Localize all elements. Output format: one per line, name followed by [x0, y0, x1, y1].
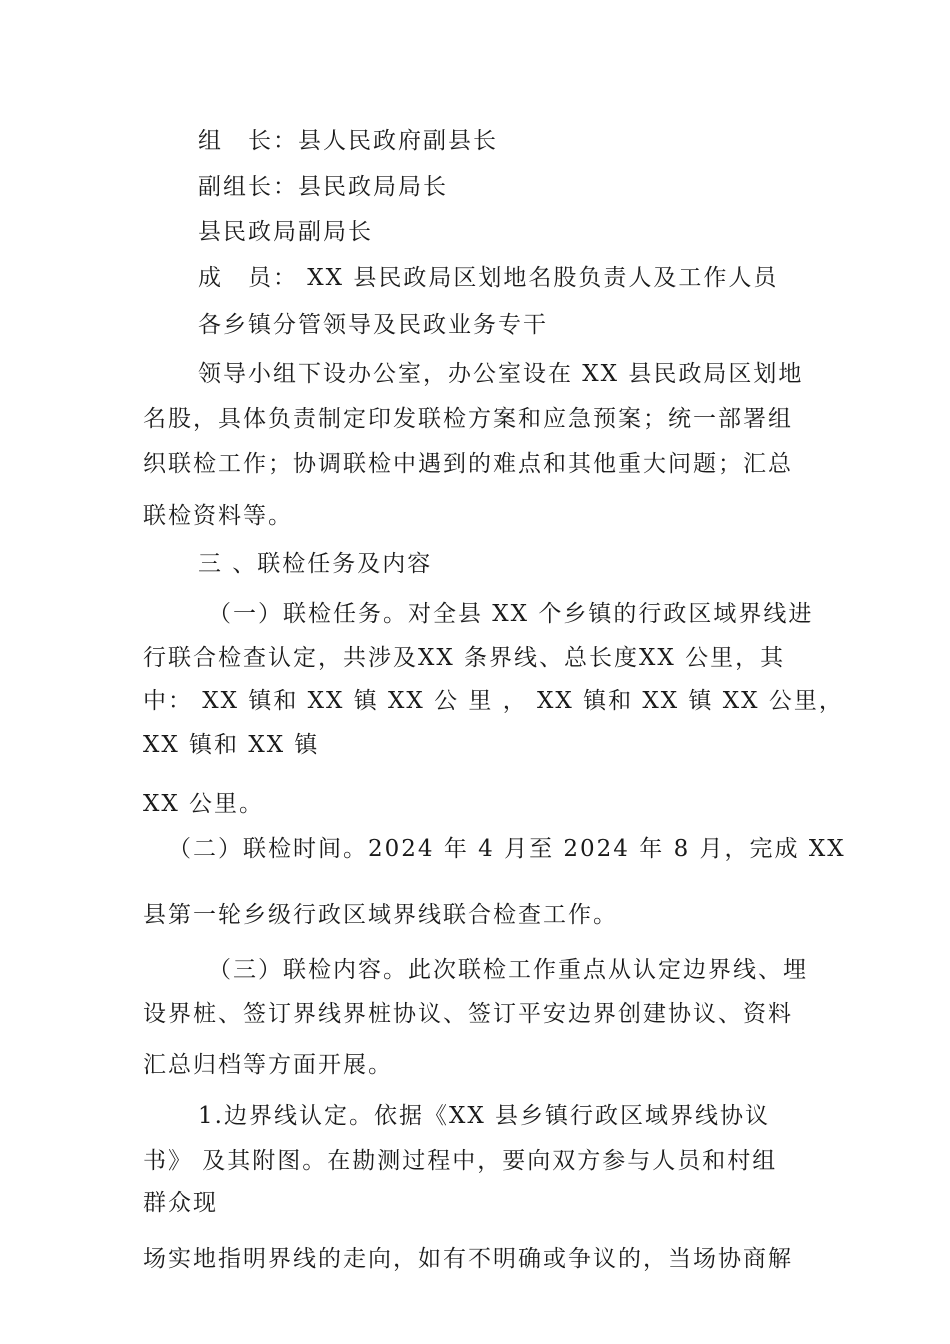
section-heading: 三 、联检任务及内容 — [198, 551, 433, 577]
task-paragraph-line-2: 行联合检查认定，共涉及XX 条界线、总长度XX 公里，其 — [143, 645, 786, 671]
office-paragraph-line-1: 领导小组下设办公室，办公室设在 XX 县民政局区划地 — [198, 361, 804, 387]
task-paragraph-line-3: 中： XX 镇和 XX 镇 XX 公 里 ， XX 镇和 XX 镇 XX 公里， — [143, 688, 844, 714]
time-paragraph-line-2: 县第一轮乡级行政区域界线联合检查工作。 — [143, 902, 618, 928]
members-line: 成 员： XX 县民政局区划地名股负责人及工作人员 — [198, 265, 779, 291]
office-paragraph-line-2: 名股，具体负责制定印发联检方案和应急预案；统一部署组 — [143, 406, 793, 432]
office-paragraph-line-3: 织联检工作；协调联检中遇到的难点和其他重大问题；汇总 — [143, 451, 793, 477]
task-paragraph-line-5: XX 公里。 — [143, 791, 265, 817]
deputy-leader-line: 副组长：县民政局局长 — [198, 174, 448, 200]
task-paragraph-line-4: XX 镇和 XX 镇 — [143, 732, 320, 758]
leader-line: 组 长：县人民政府副县长 — [198, 128, 498, 154]
boundary-paragraph-line-1: 1.边界线认定。依据《XX 县乡镇行政区域界线协议 — [198, 1103, 771, 1129]
boundary-paragraph-line-4: 场实地指明界线的走向，如有不明确或争议的，当场协商解 — [143, 1246, 793, 1272]
content-paragraph-line-1: （三）联检内容。此次联检工作重点从认定边界线、埋 — [208, 957, 808, 983]
content-paragraph-line-3: 汇总归档等方面开展。 — [143, 1052, 393, 1078]
office-paragraph-line-4: 联检资料等。 — [143, 503, 293, 529]
members-line-2: 各乡镇分管领导及民政业务专干 — [198, 312, 548, 338]
deputy-leader-line-2: 县民政局副局长 — [198, 219, 373, 245]
task-paragraph-line-1: （一）联检任务。对全县 XX 个乡镇的行政区域界线进 — [208, 601, 814, 627]
boundary-paragraph-line-3: 群众现 — [143, 1190, 218, 1216]
boundary-paragraph-line-2: 书》 及其附图。在勘测过程中，要向双方参与人员和村组 — [143, 1148, 778, 1174]
time-paragraph-line-1: （二）联检时间。2024 年 4 月至 2024 年 8 月，完成 XX — [168, 836, 846, 862]
content-paragraph-line-2: 设界桩、签订界线界桩协议、签订平安边界创建协议、资料 — [143, 1001, 793, 1027]
